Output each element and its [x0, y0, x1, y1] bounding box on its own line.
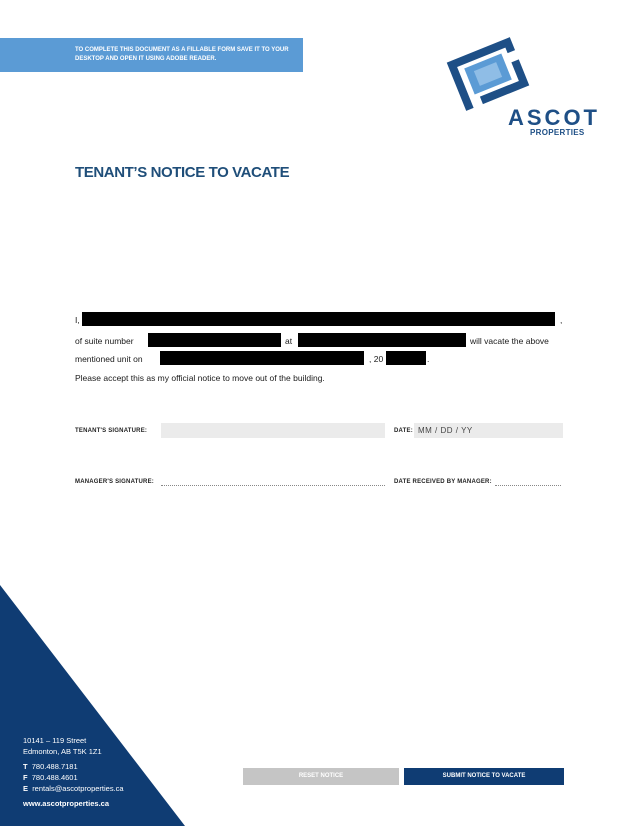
date-received-label: DATE RECEIVED BY MANAGER:: [394, 479, 492, 485]
page-title: TENANT’S NOTICE TO VACATE: [75, 164, 290, 181]
manager-signature-label: MANAGER'S SIGNATURE:: [75, 479, 154, 485]
logo-wordmark: ASCOT: [508, 105, 600, 130]
email-address[interactable]: rentals@ascotproperties.ca: [32, 784, 124, 793]
banner-text: TO COMPLETE THIS DOCUMENT AS A FILLABLE FORM SAVE IT TO YOUR DESKTOP AND OPEN IT USING ADOBE READER.: [75, 47, 289, 62]
fax-line: [23, 773, 78, 784]
address-line-1: 10141 – 119 Street: [23, 736, 87, 745]
vacate-date-field[interactable]: [160, 351, 364, 365]
suite-label: of suite number: [75, 336, 134, 346]
email-label: E: [23, 784, 29, 793]
notice-prefix: I,: [75, 315, 80, 325]
phone-label: T: [23, 762, 28, 771]
website-link[interactable]: www.ascotproperties.ca: [23, 799, 110, 808]
date-label: DATE:: [394, 428, 413, 434]
fax-number: 780.488.4601: [31, 773, 78, 782]
date-placeholder: MM / DD / YY: [418, 426, 473, 435]
tenant-signature-field[interactable]: [161, 423, 385, 438]
notice-period: .: [427, 354, 430, 364]
reset-notice-button[interactable]: RESET NOTICE: [243, 768, 399, 785]
address-line-2: Edmonton, AB T5K 1Z1: [23, 747, 102, 756]
mentioned-label: mentioned unit on: [75, 354, 143, 364]
at-label: at: [285, 336, 293, 346]
manager-signature-line: [161, 485, 385, 486]
tenant-name-field[interactable]: [82, 312, 555, 326]
logo-subtitle: PROPERTIES: [530, 128, 585, 137]
date-received-line: [495, 485, 561, 486]
year-prefix: , 20: [369, 354, 384, 364]
tenant-signature-label: TENANT'S SIGNATURE:: [75, 428, 148, 434]
email-line: [23, 784, 124, 795]
phone-number: 780.488.7181: [31, 762, 78, 771]
submit-notice-button[interactable]: SUBMIT NOTICE TO VACATE: [404, 768, 564, 785]
phone-line: [23, 762, 78, 773]
accept-text: Please accept this as my official notice to move out of the building.: [75, 373, 325, 383]
ascot-diamond-logo-icon: [430, 36, 550, 116]
vacate-label: will vacate the above: [470, 336, 549, 346]
fax-label: F: [23, 773, 28, 782]
notice-comma: ,: [560, 315, 563, 325]
vacate-year-field[interactable]: [386, 351, 426, 365]
building-address-field[interactable]: [298, 333, 466, 347]
suite-number-field[interactable]: [148, 333, 281, 347]
